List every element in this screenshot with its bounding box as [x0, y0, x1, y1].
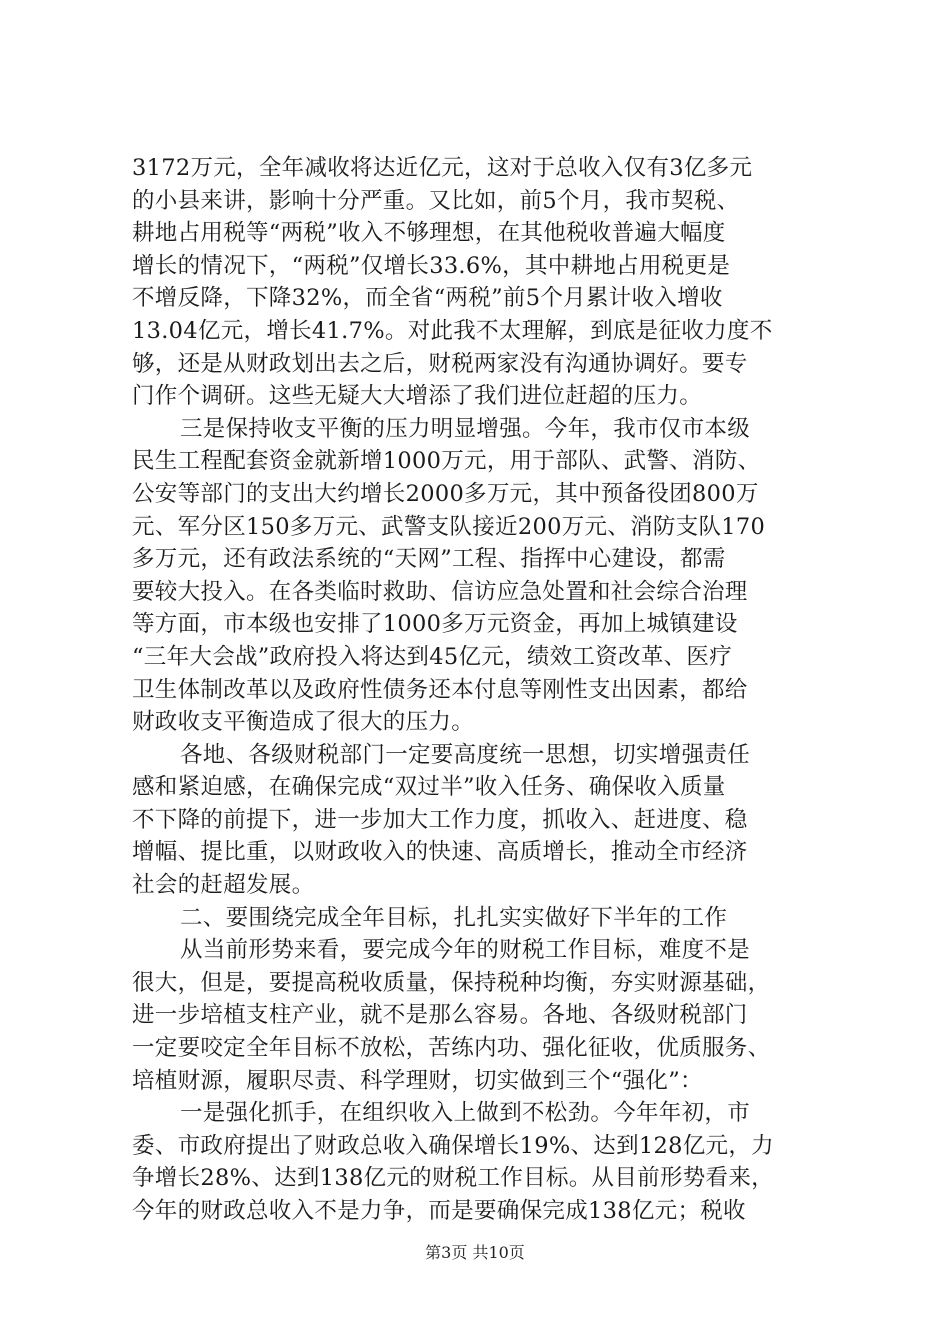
text-line: 培植财源，履职尽责、科学理财，切实做到三个“强化”： — [132, 1067, 703, 1094]
text-line: 够，还是从财政划出去之后，财税两家没有沟通协调好。要专 — [132, 350, 748, 377]
text-line: 委、市政府提出了财政总收入确保增长19%、达到128亿元，力 — [132, 1132, 774, 1159]
text-line: 要较大投入。在各类临时救助、信访应急处置和社会综合治理 — [132, 578, 748, 605]
text-line: 卫生体制改革以及政府性债务还本付息等刚性支出因素，都给 — [132, 676, 748, 703]
text-line: 一定要咬定全年目标不放松，苦练内功、强化征收，优质服务、 — [132, 1035, 771, 1062]
page-footer: 第3页 共10页 — [425, 1243, 525, 1262]
text-line: 的小县来讲，影响十分严重。又比如，前5个月，我市契税、 — [132, 187, 740, 214]
text-line: 多万元，还有政法系统的“天网”工程、指挥中心建设，都需 — [132, 546, 726, 573]
text-line: 增长的情况下，“两税”仅增长33.6%，其中耕地占用税更是 — [132, 252, 731, 279]
text-line: “三年大会战”政府投入将达到45亿元，绩效工资改革、医疗 — [132, 643, 733, 670]
text-line: 3172万元，全年减收将达近亿元，这对于总收入仅有3亿多元 — [132, 155, 753, 181]
text-line: 很大，但是，要提高税收质量，保持税种均衡，夯实财源基础， — [132, 969, 771, 996]
text-line: 门作个调研。这些无疑大大增添了我们进位赶超的压力。 — [132, 383, 703, 410]
text-line: 进一步培植支柱产业，就不是那么容易。各地、各级财税部门 — [132, 1002, 748, 1029]
text-line: 13.04亿元，增长41.7%。对此我不太理解，到底是征收力度不 — [132, 317, 773, 344]
text-line: 等方面，市本级也安排了1000多万元资金，再加上城镇建设 — [132, 611, 738, 638]
document-body — [132, 152, 832, 1228]
text-line: 不增反降，下降32%，而全省“两税”前5个月累计收入增收 — [132, 285, 723, 312]
text-line: 各地、各级财税部门一定要高度统一思想，切实增强责任 — [180, 741, 751, 768]
text-line: 耕地占用税等“两税”收入不够理想，在其他税收普遍大幅度 — [132, 220, 726, 247]
text-line: 社会的赶超发展。 — [132, 872, 315, 899]
text-line: 从当前形势来看，要完成今年的财税工作目标，难度不是 — [180, 937, 751, 964]
text-line: 增幅、提比重，以财政收入的快速、高质增长，推动全市经济 — [132, 839, 748, 866]
text-line: 民生工程配套资金就新增1000万元，用于部队、武警、消防、 — [132, 448, 761, 475]
text-line: 元、军分区150多万元、武警支队接近200万元、消防支队170 — [132, 513, 766, 540]
text-line: 不下降的前提下，进一步加大工作力度，抓收入、赶进度、稳 — [132, 806, 748, 833]
text-line: 争增长28%、达到138亿元的财税工作目标。从目前形势看来， — [132, 1165, 774, 1192]
text-line: 财政收支平衡造成了很大的压力。 — [132, 709, 475, 736]
text-line: 公安等部门的支出大约增长2000多万元，其中预备役团800万 — [132, 480, 759, 507]
text-line: 三是保持收支平衡的压力明显增强。今年，我市仅市本级 — [180, 415, 751, 442]
text-line: 一是强化抓手，在组织收入上做到不松劲。今年年初，市 — [180, 1100, 751, 1127]
text-line: 二、要围绕完成全年目标，扎扎实实做好下半年的工作 — [180, 904, 728, 931]
text-line: 今年的财政总收入不是力争，而是要确保完成138亿元；税收 — [132, 1198, 746, 1224]
text-line: 感和紧迫感，在确保完成“双过半”收入任务、确保收入质量 — [132, 774, 726, 801]
